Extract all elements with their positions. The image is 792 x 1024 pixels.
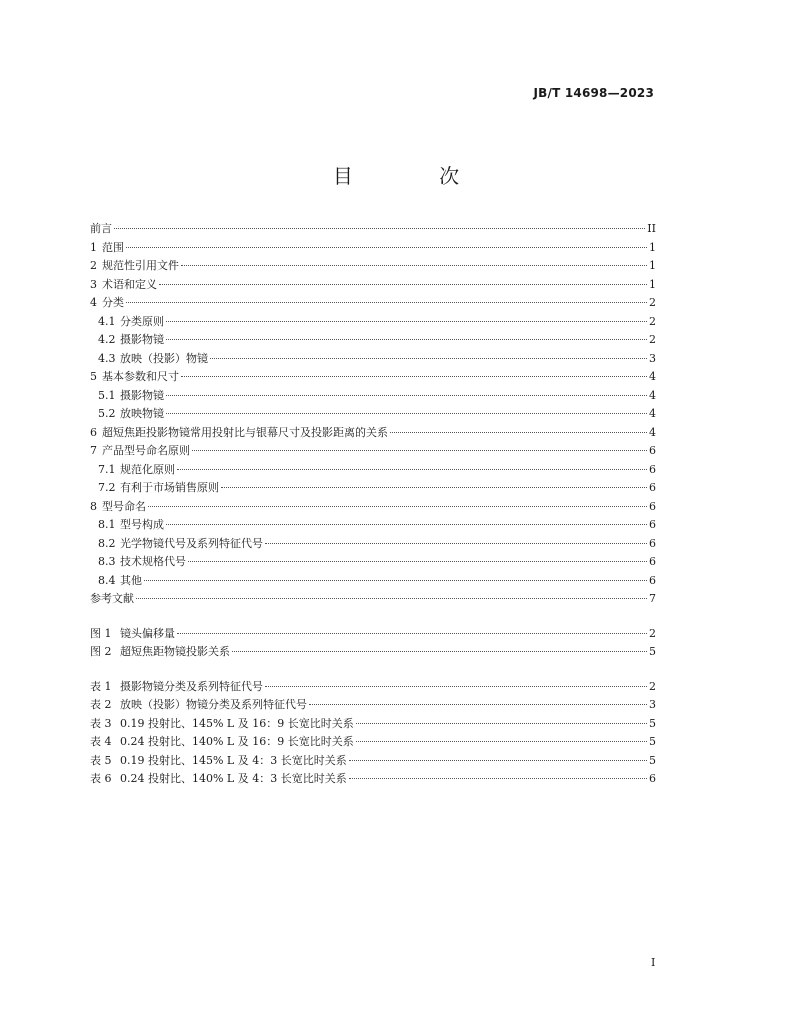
toc-entry-number: 表 5: [90, 753, 112, 767]
dot-leader: [159, 284, 647, 285]
toc-entry[interactable]: [90, 294, 656, 313]
toc-entry-number: 6: [90, 425, 97, 439]
toc-entry-page: 2: [649, 679, 656, 693]
dot-leader: [356, 741, 647, 742]
dot-leader: [166, 413, 647, 414]
toc-entry-number: 表 1: [90, 679, 112, 693]
toc-entry-page: 6: [649, 499, 656, 513]
dot-leader: [349, 778, 647, 779]
toc-entry-number: 8.3: [98, 555, 116, 568]
dot-leader: [181, 376, 647, 377]
toc-table-entry[interactable]: [90, 733, 656, 752]
toc-entry-label: 光学物镜代号及系列特征代号: [120, 536, 263, 550]
toc-entry-label: 有利于市场销售原则: [120, 481, 219, 494]
toc-table-entry[interactable]: [90, 715, 656, 734]
toc-entry-label: 分类: [102, 296, 124, 309]
toc-entry-number: 7.2: [98, 481, 116, 494]
toc-entry-label: 0.24 投射比、140% L 及 16：9 长宽比时关系: [120, 735, 354, 748]
toc-entry-page: 5: [649, 716, 656, 730]
toc-entry-label: 范围: [102, 240, 124, 254]
toc-entry-page: II: [647, 222, 656, 235]
toc-entry-page: 1: [649, 240, 656, 254]
toc-entry-number: 1: [90, 240, 97, 254]
toc-entry-number: 图 2: [90, 645, 112, 658]
toc-entry[interactable]: [90, 516, 656, 535]
toc-entry-number: 8.1: [98, 518, 116, 531]
dot-leader: [188, 561, 647, 562]
toc-entry-number: 表 2: [90, 698, 112, 711]
toc-entry-number: 5.2: [98, 407, 116, 420]
toc-entry-page: 3: [649, 351, 656, 365]
toc-entry-page: 2: [649, 296, 656, 309]
dot-leader: [144, 580, 647, 581]
table-of-contents: [90, 220, 656, 789]
toc-entry[interactable]: [90, 479, 656, 498]
dot-leader: [114, 228, 645, 229]
toc-figure-entry[interactable]: [90, 625, 656, 644]
toc-entry-page: 6: [649, 573, 656, 587]
toc-table-entry[interactable]: [90, 696, 656, 715]
page-number: I: [651, 956, 656, 969]
dot-leader: [166, 395, 647, 396]
toc-entry-number: 5: [90, 370, 97, 383]
dot-leader: [126, 247, 647, 248]
toc-entry[interactable]: [90, 313, 656, 332]
dot-leader: [166, 339, 647, 340]
toc-entry-page: 6: [649, 536, 656, 550]
toc-entry-label: 术语和定义: [102, 277, 157, 291]
toc-table-entry[interactable]: [90, 678, 656, 697]
toc-entry-label: 规范性引用文件: [102, 259, 179, 272]
toc-entry-page: 6: [649, 772, 656, 785]
toc-entry-page: 4: [649, 370, 656, 383]
toc-entry-label: 镜头偏移量: [120, 626, 175, 640]
dot-leader: [177, 469, 647, 470]
toc-entries: [90, 220, 656, 609]
dot-leader: [166, 524, 647, 525]
toc-entry[interactable]: [90, 220, 656, 239]
toc-entry-label: 摄影物镜: [120, 388, 164, 402]
toc-entry-page: 6: [649, 444, 656, 457]
toc-entry-label: 前言: [90, 222, 112, 235]
toc-entry-page: 4: [649, 407, 656, 420]
toc-entry[interactable]: [90, 368, 656, 387]
toc-entry-page: 5: [649, 645, 656, 658]
toc-entry-page: 4: [649, 388, 656, 402]
toc-entry-label: 放映（投影）物镜: [120, 351, 208, 365]
toc-entry[interactable]: [90, 461, 656, 480]
dot-leader: [126, 302, 647, 303]
toc-figures: [90, 625, 656, 662]
dot-leader: [309, 704, 647, 705]
dot-leader: [166, 321, 647, 322]
toc-entry-page: 2: [649, 333, 656, 346]
toc-entry-number: 4.3: [98, 351, 116, 365]
toc-entry[interactable]: [90, 590, 656, 609]
toc-entry-label: 超短焦距物镜投影关系: [120, 645, 230, 658]
toc-entry-number: 7.1: [98, 462, 116, 476]
dot-leader: [192, 450, 647, 451]
toc-entry-number: 3: [90, 277, 97, 291]
dot-leader: [221, 487, 647, 488]
section-gap: [90, 609, 656, 625]
toc-entry-label: 型号构成: [120, 518, 164, 531]
toc-entry[interactable]: [90, 535, 656, 554]
toc-entry[interactable]: [90, 276, 656, 295]
toc-entry-page: 6: [649, 555, 656, 568]
toc-entry[interactable]: [90, 257, 656, 276]
toc-tables: [90, 678, 656, 789]
dot-leader: [265, 686, 647, 687]
toc-entry-label: 0.19 投射比、145% L 及 16：9 长宽比时关系: [120, 716, 354, 730]
toc-entry-number: 表 6: [90, 772, 112, 785]
toc-entry-label: 型号命名: [102, 499, 146, 513]
toc-entry[interactable]: [90, 572, 656, 591]
toc-entry-page: 1: [649, 259, 656, 272]
toc-figure-entry[interactable]: [90, 643, 656, 662]
toc-entry-page: 2: [649, 314, 656, 328]
dot-leader: [232, 651, 647, 652]
toc-entry[interactable]: [90, 424, 656, 443]
dot-leader: [181, 265, 647, 266]
toc-entry-page: 5: [649, 753, 656, 767]
toc-entry-label: 0.19 投射比、145% L 及 4：3 长宽比时关系: [120, 753, 347, 767]
toc-entry[interactable]: [90, 498, 656, 517]
toc-entry-number: 4.1: [98, 314, 116, 328]
toc-table-entry[interactable]: [90, 770, 656, 789]
toc-table-entry[interactable]: [90, 752, 656, 771]
dot-leader: [210, 358, 647, 359]
toc-entry-number: 8: [90, 499, 97, 513]
dot-leader: [349, 760, 647, 761]
toc-entry-number: 表 3: [90, 716, 112, 730]
section-gap: [90, 662, 656, 678]
dot-leader: [177, 633, 647, 634]
toc-entry[interactable]: [90, 442, 656, 461]
toc-entry-label: 摄影物镜分类及系列特征代号: [120, 679, 263, 693]
toc-entry-label: 超短焦距投影物镜常用投射比与银幕尺寸及投影距离的关系: [102, 425, 388, 439]
toc-entry-page: 4: [649, 425, 656, 439]
toc-entry-label: 摄影物镜: [120, 333, 164, 346]
toc-entry-number: 8.4: [98, 573, 116, 587]
toc-entry-number: 表 4: [90, 735, 112, 748]
toc-entry-page: 1: [649, 277, 656, 291]
toc-entry-label: 放映物镜: [120, 407, 164, 420]
toc-entry[interactable]: [90, 350, 656, 369]
dot-leader: [148, 506, 647, 507]
toc-entry[interactable]: [90, 239, 656, 258]
toc-entry-number: 8.2: [98, 536, 116, 550]
dot-leader: [390, 432, 647, 433]
toc-entry[interactable]: [90, 405, 656, 424]
toc-entry-page: 7: [649, 592, 656, 605]
toc-entry-number: 5.1: [98, 388, 116, 402]
toc-entry-label: 产品型号命名原则: [102, 444, 190, 457]
toc-entry-page: 5: [649, 735, 656, 748]
toc-entry[interactable]: [90, 553, 656, 572]
toc-entry-label: 其他: [120, 573, 142, 587]
toc-entry-page: 6: [649, 462, 656, 476]
page-title: 目 次: [332, 164, 500, 188]
toc-entry[interactable]: [90, 331, 656, 350]
toc-entry-page: 6: [649, 481, 656, 494]
toc-entry-label: 技术规格代号: [120, 555, 186, 568]
toc-entry-label: 规范化原则: [120, 462, 175, 476]
toc-entry-page: 6: [649, 518, 656, 531]
toc-entry-page: 3: [649, 698, 656, 711]
toc-entry-label: 参考文献: [90, 592, 134, 605]
dot-leader: [136, 598, 647, 599]
toc-entry-page: 2: [649, 626, 656, 640]
dot-leader: [356, 723, 647, 724]
toc-entry-label: 放映（投影）物镜分类及系列特征代号: [120, 698, 307, 711]
toc-entry[interactable]: [90, 387, 656, 406]
toc-entry-number: 7: [90, 444, 97, 457]
toc-entry-label: 0.24 投射比、140% L 及 4：3 长宽比时关系: [120, 772, 347, 785]
dot-leader: [265, 543, 647, 544]
toc-entry-number: 4: [90, 296, 97, 309]
toc-entry-number: 图 1: [90, 626, 112, 640]
toc-entry-label: 基本参数和尺寸: [102, 370, 179, 383]
toc-entry-label: 分类原则: [120, 314, 164, 328]
standard-code: JB/T 14698—2023: [533, 86, 654, 100]
toc-entry-number: 4.2: [98, 333, 116, 346]
toc-entry-number: 2: [90, 259, 97, 272]
